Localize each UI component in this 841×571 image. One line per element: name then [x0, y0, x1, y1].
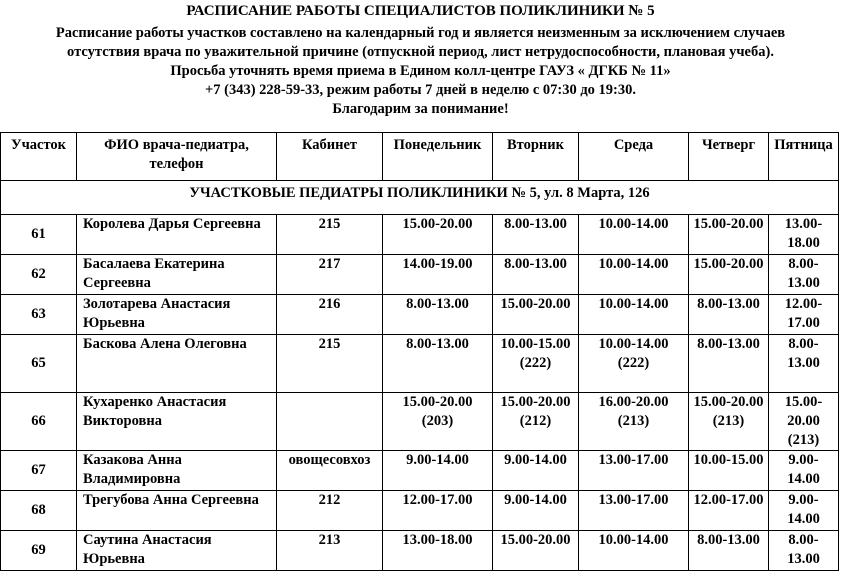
friday-hours: 15.00-20.00 (213)	[769, 393, 839, 451]
notice-line-1: Расписание работы участков составлено на календарный год и является неизменным за исключением случаев	[55, 25, 786, 41]
notice-line-2: отсутствия врача по уважительной причине (отпускной период, лист нетрудоспособности, плановая учеба).	[67, 44, 774, 60]
col-header-doctor: ФИО врача-педиатра, телефон	[77, 133, 277, 181]
thursday-hours: 12.00-17.00	[689, 491, 769, 531]
wednesday-hours: 10.00-14.00 (222)	[579, 335, 689, 393]
doctor-name: Басалаева Екатерина Сергеевна	[77, 255, 277, 295]
tuesday-hours: 8.00-13.00	[493, 255, 579, 295]
thursday-hours: 10.00-15.00	[689, 451, 769, 491]
schedule-table	[0, 132, 839, 571]
friday-hours: 8.00-13.00	[769, 531, 839, 571]
table-row	[1, 393, 839, 451]
monday-hours: 8.00-13.00	[383, 295, 493, 335]
monday-hours: 14.00-19.00	[383, 255, 493, 295]
col-header-tuesday: Вторник	[493, 133, 579, 181]
wednesday-hours: 10.00-14.00	[579, 531, 689, 571]
room-cell: 215	[277, 215, 383, 255]
monday-hours: 9.00-14.00	[383, 451, 493, 491]
friday-hours: 9.00-14.00	[769, 491, 839, 531]
tuesday-hours: 10.00-15.00 (222)	[493, 335, 579, 393]
room-cell: 215	[277, 335, 383, 393]
table-row	[1, 531, 839, 571]
monday-hours: 13.00-18.00	[383, 531, 493, 571]
col-header-monday: Понедельник	[383, 133, 493, 181]
district-number: 63	[1, 295, 77, 335]
col-header-wednesday: Среда	[579, 133, 689, 181]
tuesday-hours: 15.00-20.00	[493, 295, 579, 335]
tuesday-hours: 9.00-14.00	[493, 491, 579, 531]
district-number: 66	[1, 393, 77, 451]
col-header-room: Кабинет	[277, 133, 383, 181]
notice-line-3: Просьба уточнять время приема в Едином колл-центре ГАУЗ « ДГКБ № 11»	[170, 63, 671, 79]
friday-hours: 9.00-14.00	[769, 451, 839, 491]
notice-line-5: Благодарим за понимание!	[332, 101, 509, 117]
monday-hours: 12.00-17.00	[383, 491, 493, 531]
tuesday-hours: 9.00-14.00	[493, 451, 579, 491]
doctor-name: Королева Дарья Сергеевна	[77, 215, 277, 255]
friday-hours: 13.00-18.00	[769, 215, 839, 255]
doctor-name: Баскова Алена Олеговна	[77, 335, 277, 393]
table-row	[1, 451, 839, 491]
wednesday-hours: 16.00-20.00 (213)	[579, 393, 689, 451]
col-header-friday: Пятница	[769, 133, 839, 181]
district-number: 69	[1, 531, 77, 571]
tuesday-hours: 8.00-13.00	[493, 215, 579, 255]
table-row	[1, 215, 839, 255]
doctor-name: Золотарева Анастасия Юрьевна	[77, 295, 277, 335]
wednesday-hours: 13.00-17.00	[579, 491, 689, 531]
wednesday-hours: 10.00-14.00	[579, 295, 689, 335]
notice-line-4: +7 (343) 228-59-33, режим работы 7 дней в неделю с 07:30 до 19:30.	[204, 82, 637, 98]
wednesday-hours: 10.00-14.00	[579, 255, 689, 295]
monday-hours: 8.00-13.00	[383, 335, 493, 393]
thursday-hours: 15.00-20.00	[689, 255, 769, 295]
doctor-name: Казакова Анна Владимировна	[77, 451, 277, 491]
friday-hours: 8.00-13.00	[769, 335, 839, 393]
doctor-name: Кухаренко Анастасия Викторовна	[77, 393, 277, 451]
table-row	[1, 491, 839, 531]
section-row	[1, 181, 839, 215]
district-number: 68	[1, 491, 77, 531]
district-number: 65	[1, 335, 77, 393]
room-cell: овощесовхоз	[277, 451, 383, 491]
page-title: РАСПИСАНИЕ РАБОТЫ СПЕЦИАЛИСТОВ ПОЛИКЛИНИКИ № 5	[186, 3, 655, 19]
section-title: УЧАСТКОВЫЕ ПЕДИАТРЫ ПОЛИКЛИНИКИ № 5, ул. 8 Марта, 126	[1, 181, 839, 215]
table-row	[1, 255, 839, 295]
thursday-hours: 8.00-13.00	[689, 531, 769, 571]
district-number: 62	[1, 255, 77, 295]
table-row	[1, 295, 839, 335]
tuesday-hours: 15.00-20.00	[493, 531, 579, 571]
monday-hours: 15.00-20.00 (203)	[383, 393, 493, 451]
col-header-thursday: Четверг	[689, 133, 769, 181]
district-number: 67	[1, 451, 77, 491]
thursday-hours: 8.00-13.00	[689, 335, 769, 393]
table-row	[1, 335, 839, 393]
room-cell	[277, 393, 383, 451]
thursday-hours: 8.00-13.00	[689, 295, 769, 335]
col-header-district: Участок	[1, 133, 77, 181]
room-cell: 213	[277, 531, 383, 571]
wednesday-hours: 10.00-14.00	[579, 215, 689, 255]
tuesday-hours: 15.00-20.00 (212)	[493, 393, 579, 451]
table-header-row	[1, 133, 839, 181]
friday-hours: 12.00-17.00	[769, 295, 839, 335]
doctor-name: Трегубова Анна Сергеевна	[77, 491, 277, 531]
monday-hours: 15.00-20.00	[383, 215, 493, 255]
thursday-hours: 15.00-20.00	[689, 215, 769, 255]
district-number: 61	[1, 215, 77, 255]
thursday-hours: 15.00-20.00 (213)	[689, 393, 769, 451]
friday-hours: 8.00-13.00	[769, 255, 839, 295]
room-cell: 217	[277, 255, 383, 295]
wednesday-hours: 13.00-17.00	[579, 451, 689, 491]
room-cell: 216	[277, 295, 383, 335]
room-cell: 212	[277, 491, 383, 531]
doctor-name: Саутина Анастасия Юрьевна	[77, 531, 277, 571]
